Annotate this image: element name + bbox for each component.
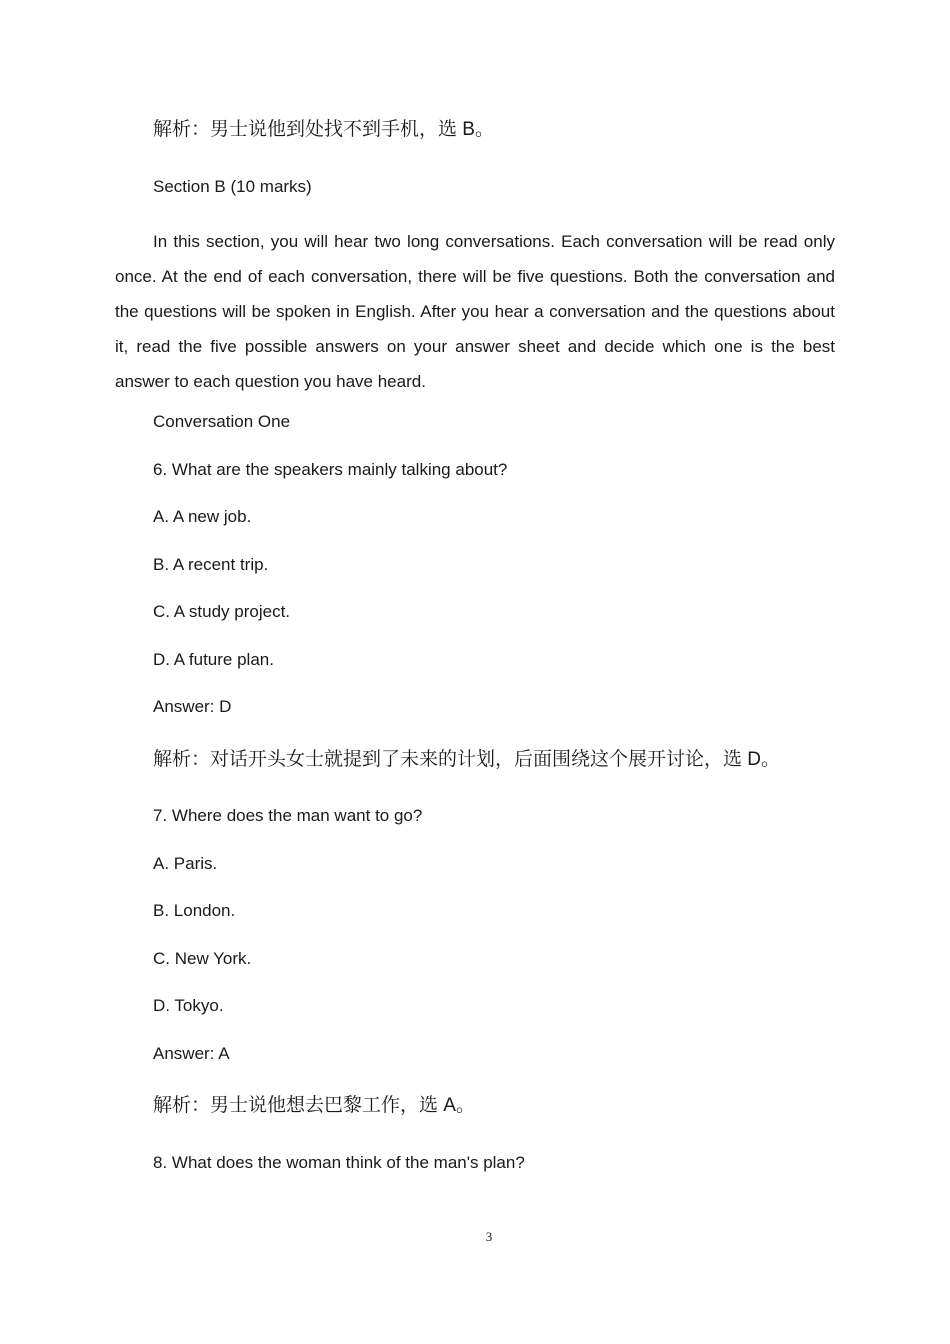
question-7-answer: Answer: A (153, 1044, 230, 1063)
question-7: 7. Where does the man want to go? (153, 806, 423, 825)
question-7-analysis: 解析：男士说他想去巴黎工作，选 A。 (153, 1095, 475, 1116)
question-7-option-d: D. Tokyo. (153, 996, 224, 1015)
conversation-title: Conversation One (153, 412, 291, 431)
page-number: 3 (485, 1229, 493, 1244)
question-7-option-b: B. London. (153, 901, 236, 920)
section-title: Section B (10 marks) (153, 177, 312, 196)
question-8: 8. What does the woman think of the man's plan? (153, 1153, 525, 1172)
question-6-option-d: D. A future plan. (153, 650, 274, 669)
question-7-option-a: A. Paris. (153, 854, 218, 873)
section-instructions: In this section, you will hear two long conversations. Each conversation will be read only once. At the end of each conversation, there will be five questions. Both the conversation and the questions will be spoken in English. After you hear a conversation and the questions about it, read the five possible answers on your answer sheet and decide which one is the best answer to each question you have heard. (115, 232, 835, 391)
question-6-answer: Answer: D (153, 697, 232, 716)
previous-analysis: 解析：男士说他到处找不到手机，选 B。 (153, 119, 494, 140)
question-6-option-c: C. A study project. (153, 602, 291, 621)
question-6-option-a: A. A new job. (153, 507, 252, 526)
question-6: 6. What are the speakers mainly talking about? (153, 460, 508, 479)
question-6-analysis: 解析：对话开头女士就提到了未来的计划，后面围绕这个展开讨论，选 D。 (153, 749, 781, 770)
question-7-option-c: C. New York. (153, 949, 252, 968)
question-6-option-b: B. A recent trip. (153, 555, 269, 574)
